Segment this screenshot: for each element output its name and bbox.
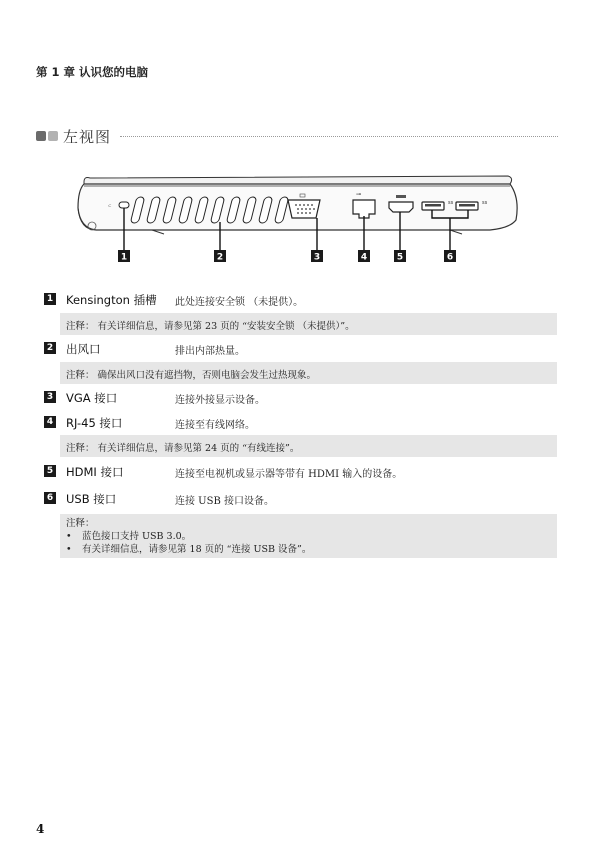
callout-4	[358, 250, 370, 263]
item-number: 2	[44, 342, 56, 354]
item-description: 连接至电视机或显示器等带有 HDMI 输入的设备。	[175, 469, 403, 480]
item-number: 5	[44, 465, 56, 477]
laptop-lid	[84, 176, 512, 184]
section-marker-dark	[36, 131, 46, 141]
note-vent: 注释： 确保出风口没有遮挡物，否则电脑会发生过热现象。	[60, 362, 557, 384]
callout-3-label: 3	[313, 252, 321, 263]
note-usb	[60, 514, 557, 558]
item-number: 4	[44, 416, 56, 428]
bullet-dot: •	[66, 544, 72, 555]
callout-5	[394, 250, 406, 263]
callout-4-label: 4	[360, 252, 368, 263]
bullet-text: 有关详细信息，请参见第 18 页的 “连接 USB 设备”。	[82, 544, 312, 555]
section-heading	[36, 126, 558, 146]
item-label: 出风口	[66, 342, 101, 356]
svg-text:⊸: ⊸	[356, 191, 362, 198]
callout-5-label: 5	[396, 252, 404, 263]
item-number: 1	[44, 293, 56, 305]
callout-1-label: 1	[120, 252, 128, 263]
callout-3	[311, 250, 323, 263]
svg-text:ss: ss	[448, 200, 454, 206]
item-number: 3	[44, 391, 56, 403]
item-label: VGA 接口	[66, 391, 118, 405]
item-description: 连接 USB 接口设备。	[175, 496, 274, 507]
item-description: 此处连接安全锁 （未提供）。	[175, 297, 304, 308]
note-rj45: 注释： 有关详细信息，请参见第 24 页的 “有线连接”。	[60, 435, 557, 457]
item-label: USB 接口	[66, 492, 117, 506]
note-usb-bullet-2	[66, 543, 557, 556]
item-label: RJ-45 接口	[66, 416, 123, 430]
item-description: 连接至有线网络。	[175, 420, 255, 431]
laptop-left-side-illustration	[70, 168, 522, 272]
note-usb-title: 注释：	[66, 518, 95, 529]
callout-6	[444, 250, 456, 263]
item-number: 6	[44, 492, 56, 504]
section-title: 左视图	[63, 128, 112, 146]
svg-text:ss: ss	[482, 200, 488, 206]
section-marker-light	[48, 131, 58, 141]
bullet-dot: •	[66, 531, 72, 542]
note-kensington: 注释： 有关详细信息，请参见第 23 页的 “安装安全锁 （未提供）”。	[60, 313, 557, 335]
page-number: 4	[36, 822, 45, 836]
callout-2	[214, 250, 226, 263]
svg-text:⊂: ⊂	[108, 203, 112, 208]
callout-1	[118, 250, 130, 263]
item-description: 排出内部热量。	[175, 346, 245, 357]
item-description: 连接外接显示设备。	[175, 395, 265, 406]
section-rule	[120, 136, 558, 137]
bullet-text: 蓝色接口支持 USB 3.0。	[82, 531, 192, 542]
item-label: Kensington 插槽	[66, 293, 157, 307]
callout-6-label: 6	[446, 252, 454, 263]
item-label: HDMI 接口	[66, 465, 124, 479]
callout-2-label: 2	[216, 252, 224, 263]
note-usb-bullet-1	[66, 530, 557, 543]
chapter-header: 第 1 章 认识您的电脑	[36, 65, 149, 79]
